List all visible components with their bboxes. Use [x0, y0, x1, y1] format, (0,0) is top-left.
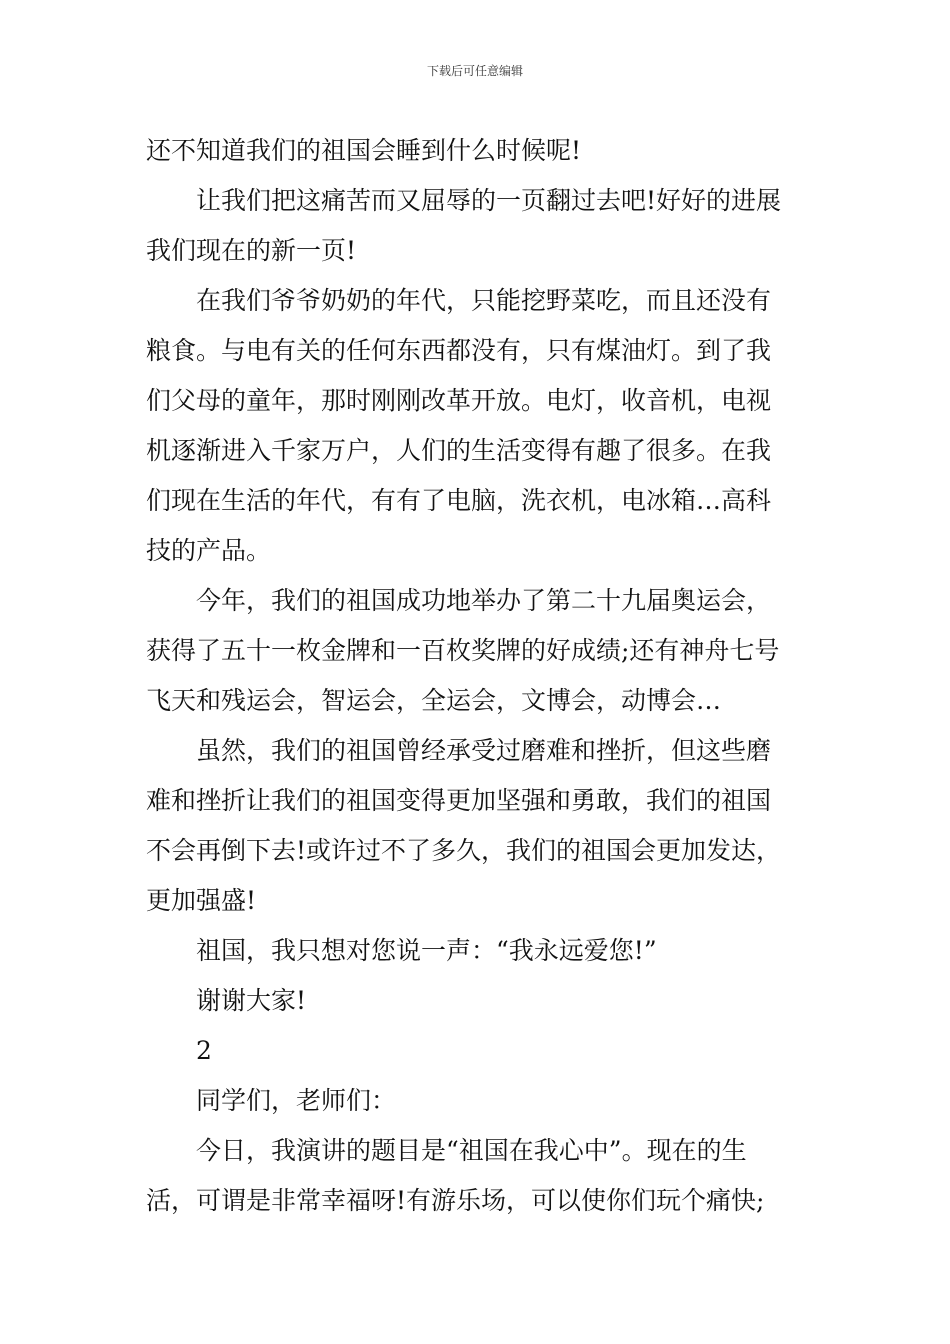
text-line: 不会再倒下去!或许过不了多久，我们的祖国会更加发达， [146, 836, 782, 865]
section-number: 2 [196, 1036, 212, 1065]
text-line: 更加强盛! [146, 886, 257, 915]
text-line: 谢谢大家! [196, 986, 307, 1015]
text-line: 们父母的童年，那时刚刚改革开放。电灯，收音机，电视 [146, 386, 772, 415]
page-header: 下载后可任意编辑 [426, 64, 523, 78]
text-line: 虽然，我们的祖国曾经承受过磨难和挫折，但这些磨 [196, 736, 772, 765]
text-line: 机逐渐进入千家万户，人们的生活变得有趣了很多。在我 [146, 436, 772, 465]
text-line: 还不知道我们的祖国会睡到什么时候呢! [146, 136, 582, 165]
text-line: 让我们把这痛苦而又屈辱的一页翻过去吧!好好的进展 [196, 186, 782, 215]
text-line: 飞天和残运会，智运会，全运会，文博会，动博会… [146, 686, 722, 715]
text-line: 难和挫折让我们的祖国变得更加坚强和勇敢，我们的祖国 [146, 786, 772, 815]
text-line: 们现在生活的年代，有有了电脑，洗衣机，电冰箱…高科 [146, 486, 772, 515]
text-line: 今日，我演讲的题目是“祖国在我心中”。现在的生 [196, 1136, 747, 1165]
document-body [146, 126, 806, 1226]
text-line: 获得了五十一枚金牌和一百枚奖牌的好成绩;还有神舟七号 [146, 636, 780, 665]
text-line: 今年，我们的祖国成功地举办了第二十九届奥运会， [196, 586, 772, 615]
text-line: 祖国，我只想对您说一声：“我永远爱您!” [196, 936, 657, 965]
text-line: 在我们爷爷奶奶的年代，只能挖野菜吃，而且还没有 [196, 286, 772, 315]
text-line: 粮食。与电有关的任何东西都没有，只有煤油灯。到了我 [146, 336, 772, 365]
text-line: 活，可谓是非常幸福呀!有游乐场，可以使你们玩个痛快; [146, 1186, 765, 1215]
text-line: 同学们，老师们： [196, 1086, 397, 1115]
text-line: 技的产品。 [146, 536, 272, 565]
text-line: 我们现在的新一页! [146, 236, 357, 265]
